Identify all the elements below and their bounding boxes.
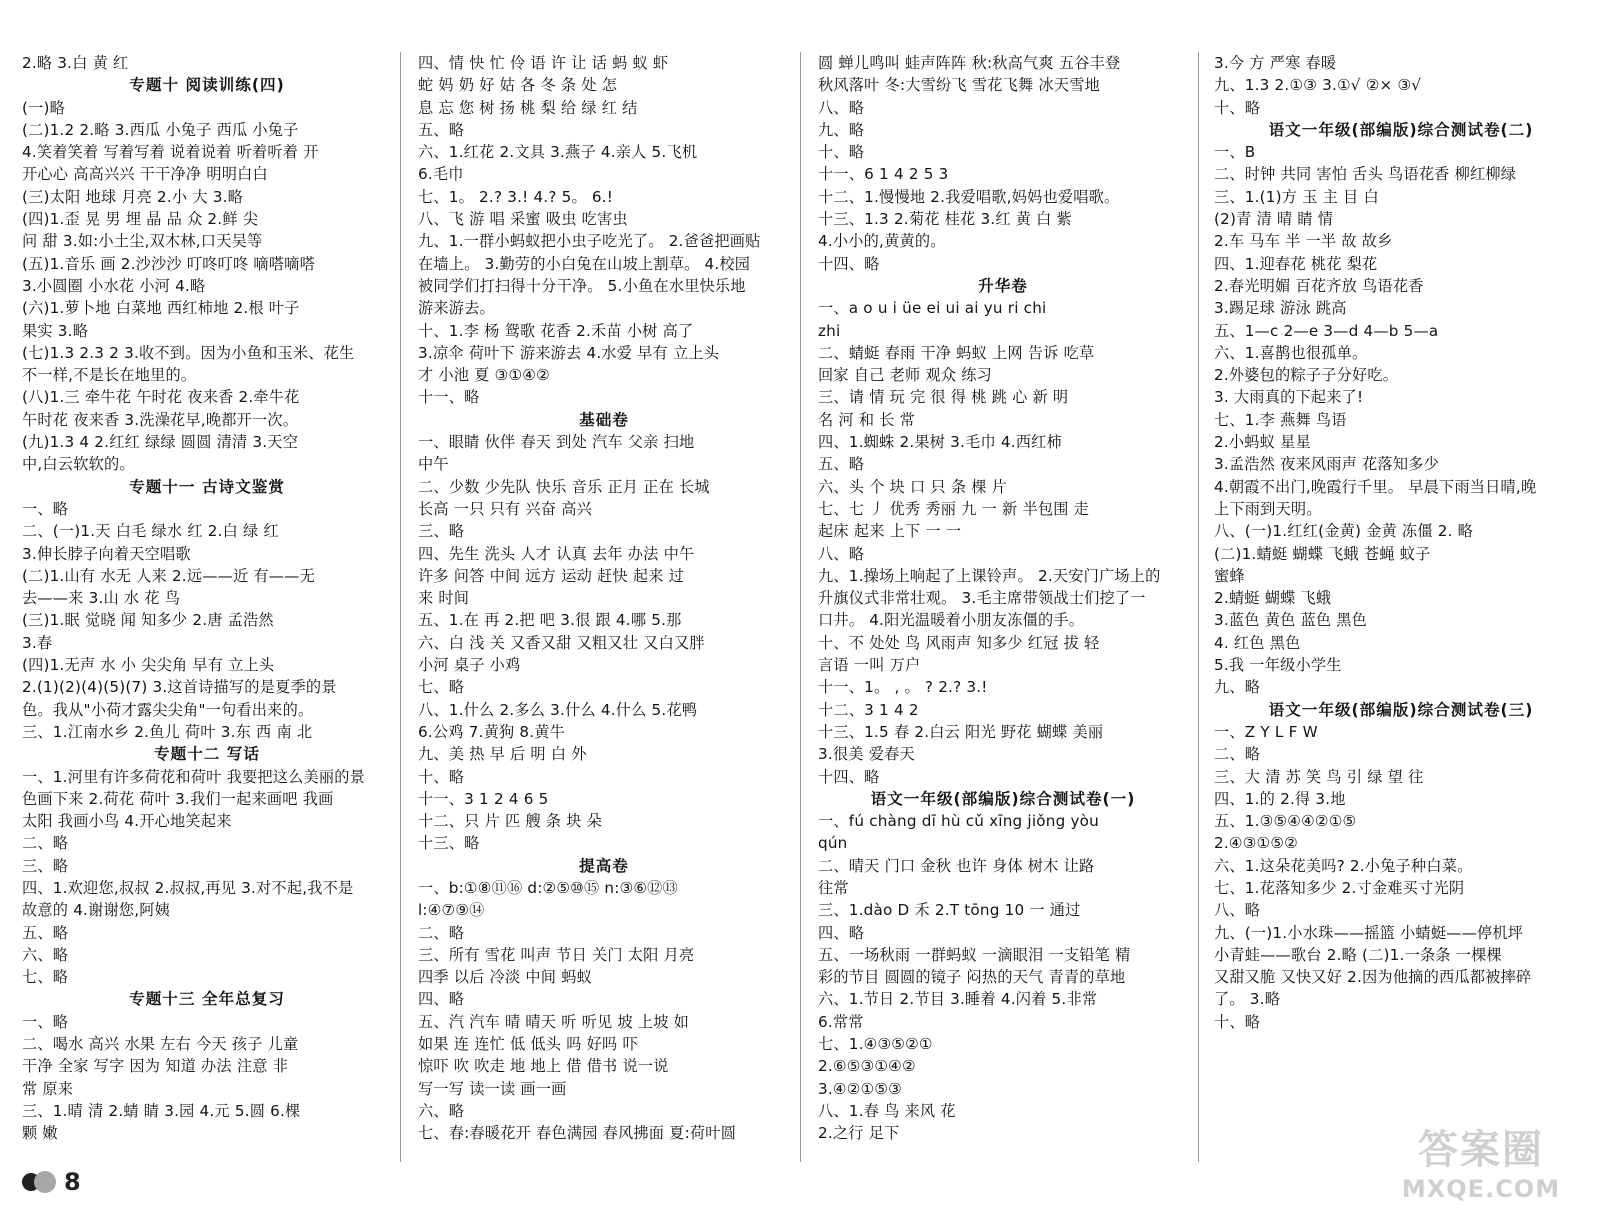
answer-line: zhi <box>818 321 841 340</box>
column-1 <box>22 52 392 1162</box>
answer-line: 4.小小的,黄黄的。 <box>818 232 946 251</box>
column-4 <box>1214 52 1588 1162</box>
answer-line: 七、1.李 燕舞 鸟语 <box>1214 410 1347 429</box>
answer-line: 一、1.河里有许多荷花和荷叶 我要把这么美丽的景 <box>22 767 366 786</box>
answer-line: 六、头 个 块 口 只 条 棵 片 <box>818 477 1008 496</box>
answer-line: 七、1.④③⑤②① <box>818 1035 933 1054</box>
answer-line: 又甜又脆 又快又好 2.因为他摘的西瓜都被摔碎 <box>1214 968 1532 987</box>
section-heading: 基础卷 <box>579 410 629 429</box>
answer-line: 一、a o u i üe ei ui ai yu ri chi <box>818 299 1047 318</box>
answer-line: 六、1.这朵花美吗? 2.小兔子种白菜。 <box>1214 856 1473 875</box>
answer-line: 二、喝水 高兴 水果 左右 今天 孩子 儿童 <box>22 1035 299 1054</box>
column-3 <box>818 52 1188 1162</box>
answer-line: 3.今 方 严寒 春暖 <box>1214 54 1337 72</box>
watermark-url: MXQE.COM <box>1401 1175 1561 1203</box>
answer-line: 一、b:①⑧⑪⑯ d:②⑤⑩⑮ n:③⑥⑫⑬ <box>418 878 678 897</box>
answer-line: 2.外婆包的粽子子分好吃。 <box>1214 366 1399 385</box>
answer-line: 彩的节目 圆圆的镜子 闷热的天气 青青的草地 <box>818 968 1126 987</box>
answer-line: 二、略 <box>1214 745 1261 764</box>
section-heading: 专题十三 全年总复习 <box>129 990 285 1009</box>
answer-line: (九)1.3 4 2.红红 绿绿 圆圆 清清 3.天空 <box>22 433 299 452</box>
answer-line: 十、略 <box>1214 1012 1261 1031</box>
answer-line: 6.毛巾 <box>418 165 464 184</box>
answer-line: 言语 一叫 万户 <box>818 656 921 675</box>
answer-line: 3.孟浩然 夜来风雨声 花落知多少 <box>1214 455 1439 474</box>
answer-line: (二)1.2 2.略 3.西瓜 小兔子 西瓜 小兔子 <box>22 120 299 139</box>
answer-line: 十一、6 1 4 2 5 3 <box>818 165 949 184</box>
answer-line: 被同学们打扫得十分干净。 5.小鱼在水里快乐地 <box>418 276 746 295</box>
answer-line: 2.之行 足下 <box>818 1124 900 1143</box>
answer-line: 五、略 <box>818 455 865 474</box>
answer-line: (四)1.无声 水 小 尖尖角 早有 立上头 <box>22 656 275 675</box>
answer-line: 四、情 快 忙 伶 语 许 让 话 蚂 蚁 虾 <box>418 54 669 72</box>
answer-line: 三、1.(1)方 玉 主 目 白 <box>1214 187 1379 206</box>
answer-line: 三、1.江南水乡 2.鱼儿 荷叶 3.东 西 南 北 <box>22 722 313 741</box>
answer-line: 往常 <box>818 878 849 897</box>
answer-line: 九、1.操场上响起了上课铃声。 2.天安门广场上的 <box>818 566 1161 585</box>
answer-line: 中午 <box>418 455 449 474</box>
answer-line: 七、1。 2.? 3.! 4.? 5。 6.! <box>418 187 614 206</box>
answer-line: 2.蜻蜓 蝴蝶 飞蛾 <box>1214 589 1332 608</box>
answer-line: 小青蛙——歌台 2.略 (二)1.一条条 一棵棵 <box>1214 945 1502 964</box>
answer-line: 3.④②①⑤③ <box>818 1079 902 1098</box>
answer-line: 十二、3 1 4 2 <box>818 700 919 719</box>
answer-line: 六、略 <box>418 1101 465 1120</box>
answer-line: 颗 嫩 <box>22 1124 58 1143</box>
answer-line: 色画下来 2.荷花 荷叶 3.我们一起来画吧 我画 <box>22 789 334 808</box>
answer-line: 3.蓝色 黄色 蓝色 黑色 <box>1214 611 1368 630</box>
answer-line: 八、1.春 鸟 来风 花 <box>818 1101 956 1120</box>
answer-line: (八)1.三 牵牛花 午时花 夜来香 2.牵牛花 <box>22 388 300 407</box>
answer-line: 九、1.3 2.①③ 3.①√ ②× ③√ <box>1214 76 1422 95</box>
answer-line: 6.公鸡 7.黄狗 8.黄牛 <box>418 722 566 741</box>
answer-line: 4.笑着笑着 写着写着 说着说着 听着听着 开 <box>22 143 319 162</box>
answer-line: 三、略 <box>418 522 465 541</box>
answer-line: 写一写 读一读 画一画 <box>418 1079 567 1098</box>
answer-line: 3. 大雨真的下起来了! <box>1214 388 1364 407</box>
answer-line: 八、略 <box>1214 901 1261 920</box>
column-divider-3 <box>1198 52 1199 1162</box>
answer-line: 才 小池 夏 ③①④② <box>418 366 550 385</box>
answer-line: 十二、1.慢慢地 2.我爱唱歌,妈妈也爱唱歌。 <box>818 187 1120 206</box>
answer-line: 开心心 高高兴兴 干干净净 明明白白 <box>22 165 268 184</box>
answer-line: 上下雨到天明。 <box>1214 499 1322 518</box>
answer-line: 6.常常 <box>818 1012 864 1031</box>
answer-line: 果实 3.略 <box>22 321 89 340</box>
answer-line: 六、白 浅 关 又香又甜 又粗又壮 又白又胖 <box>418 633 705 652</box>
answer-line: 一、眼睛 伙伴 春天 到处 汽车 父亲 扫地 <box>418 433 695 452</box>
answer-line: 小河 桌子 小鸡 <box>418 656 521 675</box>
answer-line: (三)太阳 地球 月亮 2.小 大 3.略 <box>22 187 244 206</box>
answer-line: 十二、只 片 匹 艘 条 块 朵 <box>418 812 603 831</box>
answer-line: 惊吓 吹 吹走 地 地上 借 借书 说一说 <box>418 1057 669 1076</box>
answer-line: (五)1.音乐 画 2.沙沙沙 叮咚叮咚 嘀嗒嘀嗒 <box>22 254 315 273</box>
answer-line: 故意的 4.谢谢您,阿姨 <box>22 901 171 920</box>
answer-line: 蛇 妈 奶 好 姑 各 冬 条 处 怎 <box>418 76 618 95</box>
answer-line: 名 河 和 长 常 <box>818 410 916 429</box>
answer-line: 二、蜻蜓 春雨 干净 蚂蚁 上网 告诉 吃草 <box>818 343 1095 362</box>
answer-line: 圆 蝉儿鸣叫 蛙声阵阵 秋:秋高气爽 五谷丰登 <box>818 54 1121 72</box>
answer-line: 八、略 <box>818 544 865 563</box>
answer-line: 二、(一)1.天 白毛 绿水 红 2.白 绿 红 <box>22 522 279 541</box>
answer-line: 五、略 <box>22 923 69 942</box>
answer-line: (二)1.蜻蜓 蝴蝶 飞蛾 苍蝇 蚊子 <box>1214 544 1431 563</box>
answer-line: 六、1.红花 2.文具 3.燕子 4.亲人 5.飞机 <box>418 143 698 162</box>
answer-line: 升旗仪式非常壮观。 3.毛主席带领战士们挖了一 <box>818 589 1146 608</box>
answer-line: 三、所有 雪花 叫声 节日 关门 太阳 月亮 <box>418 945 695 964</box>
answer-line: 九、美 热 早 后 明 白 外 <box>418 745 587 764</box>
answer-line: 十一、略 <box>418 388 480 407</box>
answer-line: 一、略 <box>22 499 69 518</box>
answer-line: 十一、3 1 2 4 6 5 <box>418 789 549 808</box>
answer-line: 色。我从"小荷才露尖尖角"一句看出来的。 <box>22 700 314 719</box>
answer-line: 一、fú chàng dī hù cǔ xīng jiǒng yòu <box>818 812 1099 831</box>
answer-line: 五、1.③⑤④④②①⑤ <box>1214 812 1357 831</box>
answer-line: (二)1.山有 水无 人来 2.远——近 有——无 <box>22 566 315 585</box>
answer-line: 了。 3.略 <box>1214 990 1281 1009</box>
answer-line: 四、1.蜘蛛 2.果树 3.毛巾 4.西红柿 <box>818 433 1062 452</box>
answer-line: 口井。 4.阳光温暖着小朋友冻僵的手。 <box>818 611 1085 630</box>
answer-line: 问 甜 3.如:小土尘,双木林,口天吴等 <box>22 232 263 251</box>
answer-line: 在墙上。 3.勤劳的小白兔在山坡上割草。 4.校园 <box>418 254 751 273</box>
answer-line: 中,白云软软的。 <box>22 455 135 474</box>
answer-line: (四)1.歪 晃 男 埋 晶 品 众 2.鲜 尖 <box>22 210 259 229</box>
answer-line: 起床 起来 上下 一 一 <box>818 522 962 541</box>
answer-line: 四、1.迎春花 桃花 梨花 <box>1214 254 1378 273</box>
answer-line: 十三、1.5 春 2.白云 阳光 野花 蝴蝶 美丽 <box>818 722 1104 741</box>
answer-line: 一、Z Y L F W <box>1214 722 1318 741</box>
section-heading: 语文一年级(部编版)综合测试卷(一) <box>870 789 1136 808</box>
watermark-logo <box>1376 1126 1586 1214</box>
answer-line: 七、略 <box>22 968 69 987</box>
answer-line: 2.小蚂蚁 星星 <box>1214 433 1311 452</box>
answer-line: 九、1.一群小蚂蚁把小虫子吃光了。 2.爸爸把画贴 <box>418 232 761 251</box>
grey-dot-decoration <box>34 1171 56 1193</box>
answer-line: 一、B <box>1214 143 1256 162</box>
answer-line: 九、略 <box>1214 678 1261 697</box>
section-heading: 专题十二 写话 <box>154 745 260 764</box>
answer-line: 五、1.在 再 2.把 吧 3.很 跟 4.哪 5.那 <box>418 611 682 630</box>
section-heading: 专题十 阅读训练(四) <box>129 76 285 95</box>
answer-line: 七、略 <box>418 678 465 697</box>
answer-line: 四、1.欢迎您,叔叔 2.叔叔,再见 3.对不起,我不是 <box>22 878 354 897</box>
answer-line: 四、1.的 2.得 3.地 <box>1214 789 1346 808</box>
answer-line: 2.(1)(2)(4)(5)(7) 3.这首诗描写的是夏季的景 <box>22 678 337 697</box>
answer-line: 七、七 丿 优秀 秀丽 九 一 新 半包围 走 <box>818 499 1090 518</box>
answer-line: 八、(一)1.红红(金黄) 金黄 冻僵 2. 略 <box>1214 522 1474 541</box>
answer-line: 许多 问答 中间 远方 运动 赶快 起来 过 <box>418 566 685 585</box>
answer-line: 六、1.喜鹊也很孤单。 <box>1214 343 1368 362</box>
answer-line: 2.车 马车 半 一半 故 故乡 <box>1214 232 1393 251</box>
answer-line: 4. 红色 黑色 <box>1214 633 1301 652</box>
watermark-title: 答案圈 <box>1418 1127 1544 1173</box>
answer-line: 3.凉伞 荷叶下 游来游去 4.水爱 早有 立上头 <box>418 343 720 362</box>
answer-line: 三、请 情 玩 完 很 得 桃 跳 心 新 明 <box>818 388 1069 407</box>
answer-line: 不一样,不是长在地里的。 <box>22 366 197 385</box>
answer-line: 常 原来 <box>22 1079 74 1098</box>
answer-line: 太阳 我画小鸟 4.开心地笑起来 <box>22 812 232 831</box>
answer-line: 九、略 <box>818 120 865 139</box>
answer-line: 干净 全家 写字 因为 知道 办法 注意 非 <box>22 1057 289 1076</box>
answer-line: 五、略 <box>418 120 465 139</box>
answer-line: 2.略 3.白 黄 红 <box>22 54 129 72</box>
answer-line: 五、一场秋雨 一群蚂蚁 一滴眼泪 一支铅笔 精 <box>818 945 1131 964</box>
answer-line: 十、略 <box>1214 98 1261 117</box>
answer-line: 3.踢足球 游泳 跳高 <box>1214 299 1347 318</box>
answer-line: 2.春光明媚 百花齐放 鸟语花香 <box>1214 276 1424 295</box>
answer-line: 四、略 <box>418 990 465 1009</box>
section-heading: 语文一年级(部编版)综合测试卷(三) <box>1268 700 1534 719</box>
answer-line: 七、春:春暖花开 春色满园 春风拂面 夏:荷叶圆 <box>418 1124 737 1143</box>
answer-line: 二、时钟 共同 害怕 舌头 鸟语花香 柳红柳绿 <box>1214 165 1517 184</box>
answer-line: 二、晴天 门口 金秋 也许 身体 树木 让路 <box>818 856 1095 875</box>
answer-line: 十、不 处处 鸟 风雨声 知多少 红冠 拔 轻 <box>818 633 1100 652</box>
answer-line: (七)1.3 2.3 2 3.收不到。因为小鱼和玉米、花生 <box>22 343 355 362</box>
answer-line: 回家 自己 老师 观众 练习 <box>818 366 992 385</box>
answer-line: 二、少数 少先队 快乐 音乐 正月 正在 长城 <box>418 477 710 496</box>
answer-line: 息 忘 您 树 扬 桃 梨 给 绿 红 结 <box>418 98 638 117</box>
answer-line: 3.很美 爱春天 <box>818 745 915 764</box>
answer-line: 游来游去。 <box>418 299 495 318</box>
section-heading: 提高卷 <box>579 856 629 875</box>
answer-line: 三、大 清 苏 笑 鸟 引 绿 望 往 <box>1214 767 1424 786</box>
section-heading: 专题十一 古诗文鉴赏 <box>129 477 285 496</box>
answer-line: 十四、略 <box>818 767 880 786</box>
answer-line: 蜜蜂 <box>1214 566 1245 585</box>
answer-line: 午时花 夜来香 3.洗澡花早,晚都开一次。 <box>22 410 299 429</box>
answer-line: 一、略 <box>22 1012 69 1031</box>
page-footer <box>22 1160 81 1204</box>
answer-line: 三、1.晴 清 2.蜻 睛 3.园 4.元 5.圆 6.棵 <box>22 1101 301 1120</box>
answer-line: 十四、略 <box>818 254 880 273</box>
answer-line: 如果 连 连忙 低 低头 吗 好吗 吓 <box>418 1035 638 1054</box>
answer-line: 十、略 <box>418 767 465 786</box>
answer-line: 十三、略 <box>418 834 480 853</box>
answer-line: 十一、1。 , 。 ? 2.? 3.! <box>818 678 988 697</box>
answer-line: 六、略 <box>22 945 69 964</box>
answer-line: 九、(一)1.小水珠——摇篮 小蜻蜓——停机坪 <box>1214 923 1524 942</box>
answer-line: 七、1.花落知多少 2.寸金难买寸光阴 <box>1214 878 1465 897</box>
answer-line: 二、略 <box>418 923 465 942</box>
answer-line: 2.⑥⑤③①④② <box>818 1057 916 1076</box>
answer-line: qún <box>818 834 848 853</box>
answer-line: 三、略 <box>22 856 69 875</box>
answer-line: 六、1.节日 2.节目 3.睡着 4.闪着 5.非常 <box>818 990 1098 1009</box>
answer-line: 十三、1.3 2.菊花 桂花 3.红 黄 白 紫 <box>818 210 1072 229</box>
answer-line: 三、1.dào D 禾 2.T tōng 10 一 通过 <box>818 901 1081 920</box>
answer-line: 3.伸长脖子向着天空唱歌 <box>22 544 191 563</box>
column-2 <box>418 52 790 1162</box>
answer-line: 八、略 <box>818 98 865 117</box>
answer-line: 八、1.什么 2.多么 3.什么 4.什么 5.花鸭 <box>418 700 698 719</box>
page-number: 8 <box>64 1168 81 1196</box>
answer-line: 去——来 3.山 水 花 鸟 <box>22 589 181 608</box>
answer-line: 5.我 一年级小学生 <box>1214 656 1342 675</box>
answer-line: 八、飞 游 唱 采蜜 吸虫 吃害虫 <box>418 210 628 229</box>
column-divider-1 <box>400 52 401 1162</box>
answer-line: 二、略 <box>22 834 69 853</box>
answer-line: 秋风落叶 冬:大雪纷飞 雪花飞舞 冰天雪地 <box>818 76 1100 95</box>
answer-line: 3.春 <box>22 633 53 652</box>
answer-line: (三)1.眠 觉晓 闻 知多少 2.唐 孟浩然 <box>22 611 274 630</box>
answer-line: 十、1.李 杨 鸳歌 花香 2.禾苗 小树 高了 <box>418 321 694 340</box>
answer-line: 来 时间 <box>418 589 470 608</box>
answer-line: (一)略 <box>22 98 66 117</box>
answer-line: 五、1—c 2—e 3—d 4—b 5—a <box>1214 321 1439 340</box>
answer-line: 四、先生 洗头 人才 认真 去年 办法 中午 <box>418 544 695 563</box>
answer-line: (2)青 清 晴 睛 情 <box>1214 210 1334 229</box>
answer-line: 四、略 <box>818 923 865 942</box>
answer-line: 4.朝霞不出门,晚霞行千里。 早晨下雨当日晴,晚 <box>1214 477 1537 496</box>
answer-line: (六)1.萝卜地 白菜地 西红柿地 2.根 叶子 <box>22 299 300 318</box>
answer-line: 2.④③①⑤② <box>1214 834 1298 853</box>
answer-line: 十、略 <box>818 143 865 162</box>
answer-line: 长高 一只 只有 兴奋 高兴 <box>418 499 592 518</box>
answer-line: 3.小圆圈 小水花 小河 4.略 <box>22 276 206 295</box>
answer-line: 五、汽 汽车 晴 晴天 听 听见 坡 上坡 如 <box>418 1012 690 1031</box>
section-heading: 语文一年级(部编版)综合测试卷(二) <box>1268 120 1534 139</box>
section-heading: 升华卷 <box>978 276 1028 295</box>
column-divider-2 <box>800 52 801 1162</box>
answer-line: l:④⑦⑨⑭ <box>418 901 485 920</box>
answer-line: 四季 以后 冷淡 中间 蚂蚁 <box>418 968 592 987</box>
